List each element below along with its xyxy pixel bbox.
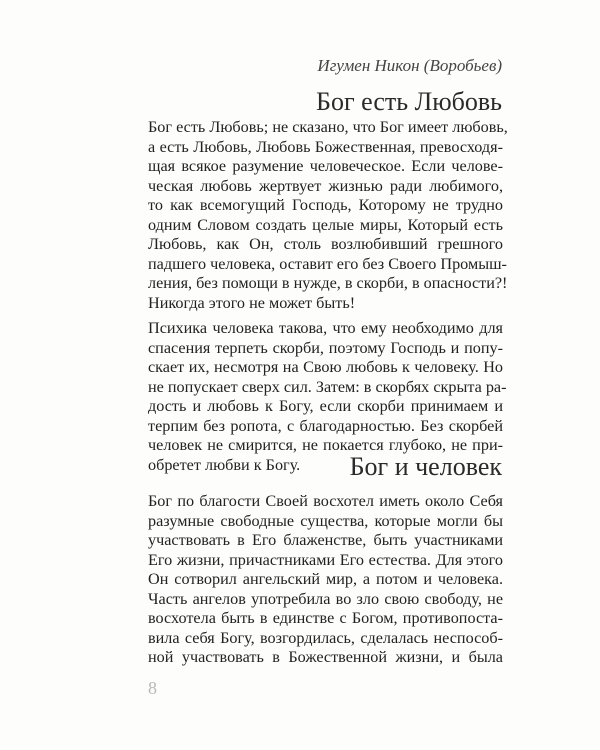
text-line: Его жизни, причастниками Его естества. Для этого [148, 550, 503, 569]
text-line: Никогда этого не может быть! [148, 293, 356, 312]
text-line: одним Словом создать целые миры, Который есть [148, 215, 503, 234]
text-line: ческая любовь жертвует жизнью ради любимого, [148, 176, 503, 195]
text-line: Бог по благости Своей восхотел иметь около Себя [148, 492, 503, 510]
text-line: Психика человека такова, что ему необходимо для [148, 319, 503, 337]
text-line: обретет любви к Богу. [148, 455, 301, 474]
text-line: щая всякое разумение человеческое. Если челове- [148, 157, 503, 175]
text-line: Бог есть Любовь; не сказано, что Бог имеет любовь, [148, 118, 508, 136]
text-line: терпим без ропота, с благодарностью. Без скорбей [148, 416, 503, 435]
text-line: спасения терпеть скорби, поэтому Господь и попу- [148, 338, 503, 357]
text-line: не попускает сверх сил. Затем: в скорбях скрыта ра- [148, 377, 507, 396]
paragraph [148, 492, 503, 668]
section-title: Бог есть Любовь [316, 87, 502, 116]
text-line: ления, без помощи в нужде, в скорби, в опасности?! [148, 274, 508, 292]
text-line: Часть ангелов употребила во зло свою свободу, не [148, 589, 503, 608]
text-line: падшего человека, оставит его без Своего Промыш- [148, 254, 507, 273]
text-line: человек не смирится, не покается глубоко, не при- [148, 436, 503, 454]
text-line: вила себя Богу, возгордилась, сделалась неспособ- [148, 628, 503, 647]
text-line: восхотела быть в единстве с Богом, противопоста- [148, 609, 503, 627]
page-number: 8 [148, 678, 157, 698]
text-line: а есть Любовь, Любовь Божественная, превосходя- [148, 137, 503, 156]
text-line: разумные свободные существа, которые могли бы [148, 511, 503, 530]
text-line: ной участвовать в Божественной жизни, и была [148, 648, 503, 666]
text-line: Любовь, как Он, столь возлюбивший грешного [148, 235, 503, 253]
text-line: участвовать в Его блаженстве, быть участниками [148, 531, 503, 549]
section-body [148, 118, 508, 475]
text-line: Он сотворил ангельский мир, а потом и человека. [148, 570, 503, 588]
paragraph [148, 118, 508, 313]
section-title: Бог и человек [349, 452, 502, 481]
text-line: то как всемогущий Господь, Которому не трудно [148, 196, 503, 214]
text-line: дость и любовь к Богу, если скорби принимаем и [148, 397, 503, 415]
section-body [148, 492, 503, 668]
text-line: скает их, несмотря на Свою любовь к человеку. Но [148, 358, 503, 376]
running-head: Игумен Никон (Воробьев) [317, 56, 502, 75]
